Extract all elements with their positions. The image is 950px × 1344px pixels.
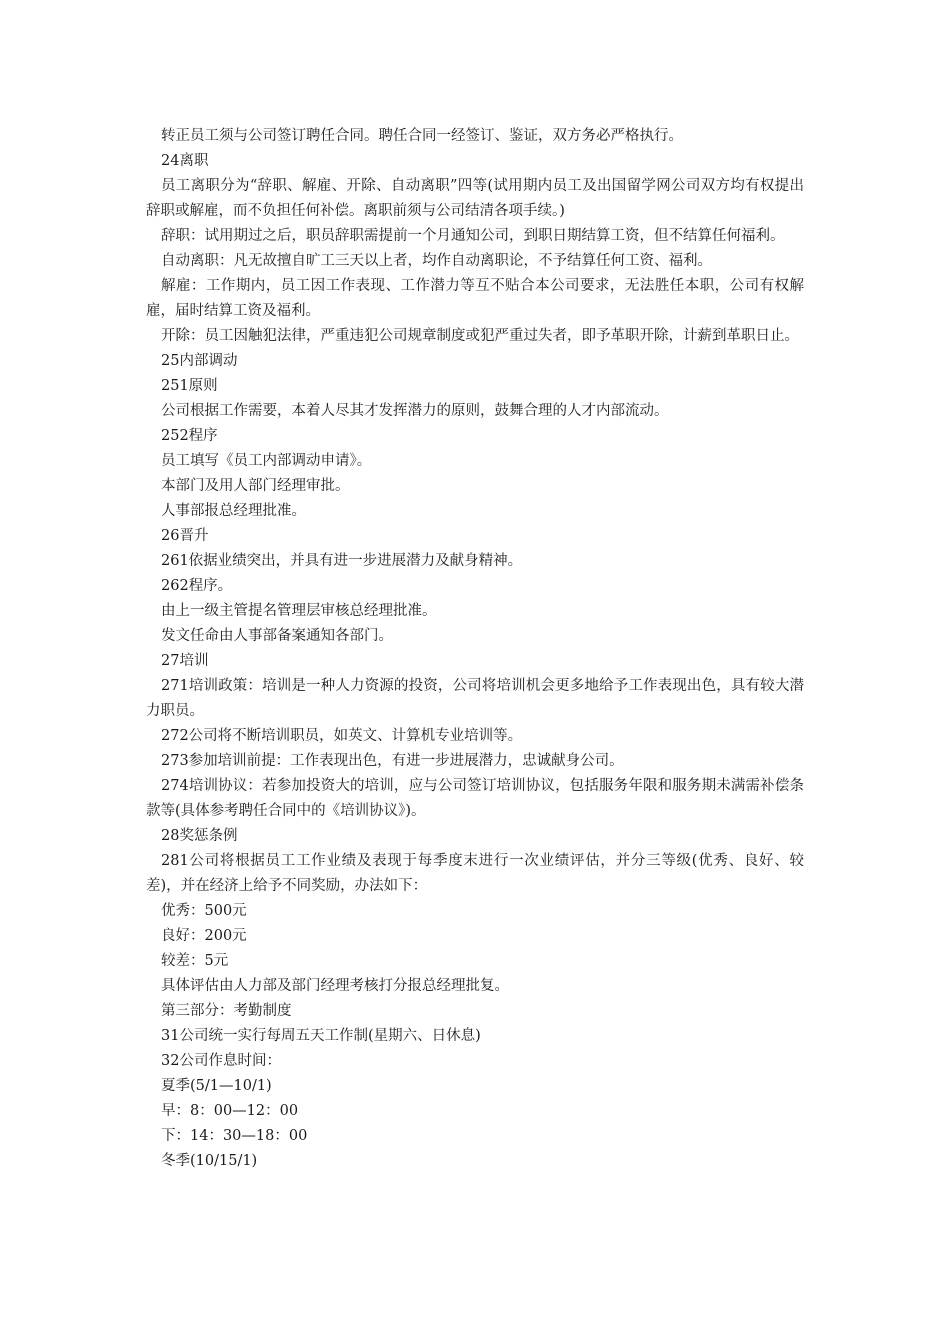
heading-rewards: 28奖惩条例 — [161, 828, 238, 844]
paragraph-summer-morning: 早：8：00—12：00 — [161, 1103, 299, 1119]
paragraph-training-policy: 271培训政策：培训是一种人力资源的投资，公司将培训机会更多地给予工作表现出色，具有较大潜力职员。 — [146, 678, 804, 719]
paragraph-review-approval: 具体评估由人力部及部门经理考核打分报总经理批复。 — [161, 978, 509, 994]
paragraph-auto-leave: 自动离职：凡无故擅自旷工三天以上者，均作自动离职论，不予结算任何工资、福利。 — [161, 253, 712, 269]
paragraph-training-agreement: 274培训协议：若参加投资大的培训，应与公司签订培训协议，包括服务年限和服务期未满需补偿条款等(具体参考聘任合同中的《培训协议》)。 — [146, 778, 804, 819]
paragraph-principle: 公司根据工作需要，本着人尽其才发挥潜力的原则，鼓舞合理的人才内部流动。 — [161, 403, 669, 419]
paragraph-work-week: 31公司统一实行每周五天工作制(星期六、日休息) — [161, 1028, 481, 1044]
paragraph-summer: 夏季(5/1—10/1) — [161, 1078, 272, 1094]
paragraph-expulsion: 开除：员工因触犯法律，严重违犯公司规章制度或犯严重过失者，即予革职开除，计薪到革职日止。 — [161, 328, 799, 344]
paragraph-promotion-step-1: 由上一级主管提名管理层审核总经理批准。 — [161, 603, 437, 619]
paragraph-reward-poor: 较差：5元 — [161, 953, 229, 969]
paragraph-promotion-step-2: 发文任命由人事部备案通知各部门。 — [161, 628, 393, 644]
heading-internal-transfer: 25内部调动 — [161, 353, 238, 369]
heading-principle: 251原则 — [161, 378, 218, 394]
paragraph-training-prerequisite: 273参加培训前提：工作表现出色，有进一步进展潜力，忠诚献身公司。 — [161, 753, 624, 769]
heading-promotion: 26晋升 — [161, 528, 209, 544]
paragraph-resignation-types: 员工离职分为“辞职、解雇、开除、自动离职”四等(试用期内员工及出国留学网公司双方均有权提出辞职或解雇，而不负担任何补偿。离职前须与公司结清各项手续。) — [146, 178, 804, 219]
paragraph-work-hours: 32公司作息时间： — [161, 1053, 281, 1069]
paragraph-dismissal: 解雇：工作期内，员工因工作表现、工作潜力等互不贴合本公司要求，无法胜任本职，公司有权解雇，届时结算工资及福利。 — [146, 278, 804, 319]
paragraph-performance-review: 281公司将根据员工工作业绩及表现于每季度末进行一次业绩评估，并分三等级(优秀、良好、较差)，并在经济上给予不同奖励，办法如下： — [146, 853, 804, 894]
paragraph-procedure-step-2: 本部门及用人部门经理审批。 — [161, 478, 350, 494]
paragraph-procedure-step-3: 人事部报总经理批准。 — [161, 503, 306, 519]
heading-resignation: 24离职 — [161, 153, 209, 169]
paragraph-quit: 辞职：试用期过之后，职员辞职需提前一个月通知公司，到职日期结算工资，但不结算任何福利。 — [161, 228, 785, 244]
heading-attendance: 第三部分：考勤制度 — [161, 1003, 292, 1019]
document-page — [0, 124, 950, 1174]
heading-training: 27培训 — [161, 653, 209, 669]
paragraph-reward-good: 良好：200元 — [161, 928, 247, 944]
heading-procedure: 252程序 — [161, 428, 218, 444]
paragraph-promotion-basis: 261依据业绩突出，并具有进一步进展潜力及献身精神。 — [161, 553, 523, 569]
paragraph-contract: 转正员工须与公司签订聘任合同。聘任合同一经签订、鉴证，双方务必严格执行。 — [161, 128, 683, 144]
paragraph-training-types: 272公司将不断培训职员，如英文、计算机专业培训等。 — [161, 728, 523, 744]
paragraph-procedure-step-1: 员工填写《员工内部调动申请》。 — [161, 453, 372, 469]
heading-promotion-procedure: 262程序。 — [161, 578, 233, 594]
paragraph-reward-excellent: 优秀：500元 — [161, 903, 247, 919]
paragraph-winter: 冬季(10/15/1) — [161, 1153, 258, 1169]
paragraph-summer-afternoon: 下：14：30—18：00 — [161, 1128, 308, 1144]
